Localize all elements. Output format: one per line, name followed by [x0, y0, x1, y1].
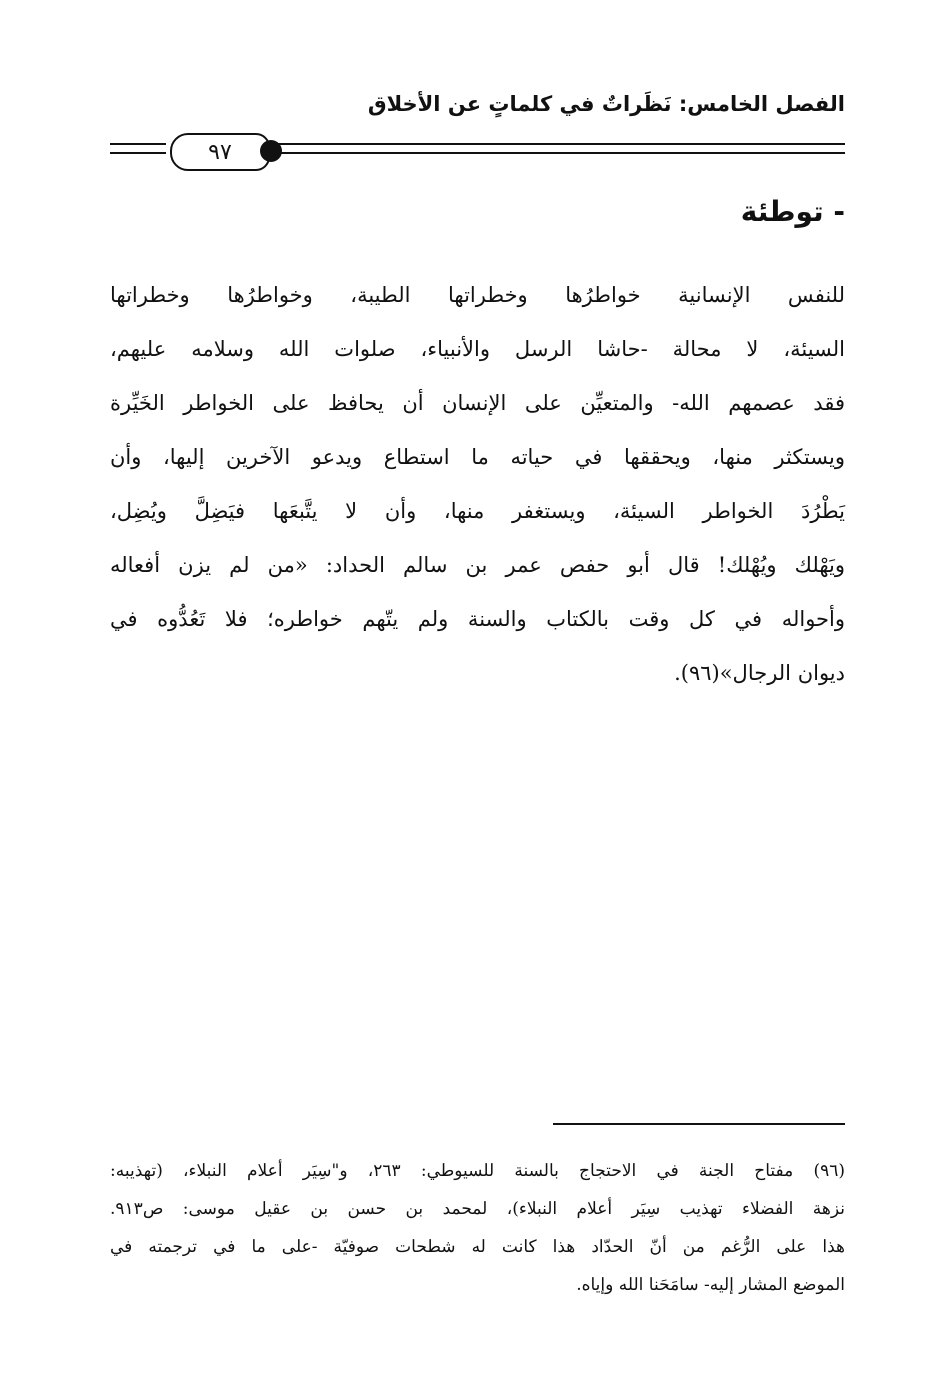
header-rule-left-bottom: [110, 152, 166, 154]
body-paragraph: [110, 268, 845, 700]
body-line: يَطْرُدَ الخواطر السيئة، ويستغفر منها، وأن لا يتَّبعَها فيَضِلَّ ويُضِل،: [110, 499, 845, 523]
footnote-line: الموضع المشار إليه- سامَحَنا الله وإياه.: [576, 1275, 845, 1295]
header-rule-bottom: [270, 152, 845, 154]
footnote-line: نزهة الفضلاء تهذيب سِيَر أعلام النبلاء)، لمحمد بن حسن بن عقيل موسى: ص٩١٣.: [110, 1199, 845, 1219]
page-number-label: ٩٧: [208, 139, 232, 165]
page-number: [170, 133, 270, 171]
body-line: فقد عصمهم الله- والمتعيِّن على الإنسان أن يحافظ على الخواطر الخَيِّرة: [110, 391, 845, 415]
footnotes: [110, 1152, 845, 1304]
footnote-line: هذا على الرُّغم من أنّ الحدّاد هذا كانت له شطحات صوفيّة -على ما في ترجمته في: [110, 1237, 845, 1257]
chapter-title: الفصل الخامس: نَظَراتٌ في كلماتٍ عن الأخلاق: [367, 92, 845, 116]
footnote-line: (٩٦) مفتاح الجنة في الاحتجاج بالسنة للسيوطي: ٢٦٣، و"سِيَر أعلام النبلاء، (تهذيبه:: [110, 1161, 845, 1181]
body-line: ديوان الرجال»(٩٦).: [674, 661, 845, 685]
body-line: ويستكثر منها، ويحققها في حياته ما استطاع ويدعو الآخرين إليها، وأن: [110, 445, 845, 469]
header-rule-top: [270, 143, 845, 145]
body-line: ويَهْلك ويُهْلك! قال أبو حفص عمر بن سالم الحداد: «من لم يزن أفعاله: [110, 553, 845, 577]
body-line: السيئة، لا محالة -حاشا الرسل والأنبياء، صلوات الله وسلامه عليهم،: [110, 337, 845, 361]
body-line: للنفس الإنسانية خواطرُها وخطراتها الطيبة، وخواطرُها وخطراتها: [110, 283, 845, 307]
footnote-separator: [553, 1123, 845, 1125]
header-rule-left-top: [110, 143, 166, 145]
section-heading: - توطئة: [740, 195, 845, 228]
body-line: وأحواله في كل وقت بالكتاب والسنة ولم يتّهم خواطره؛ فلا تَعُدُّوه في: [110, 607, 845, 631]
